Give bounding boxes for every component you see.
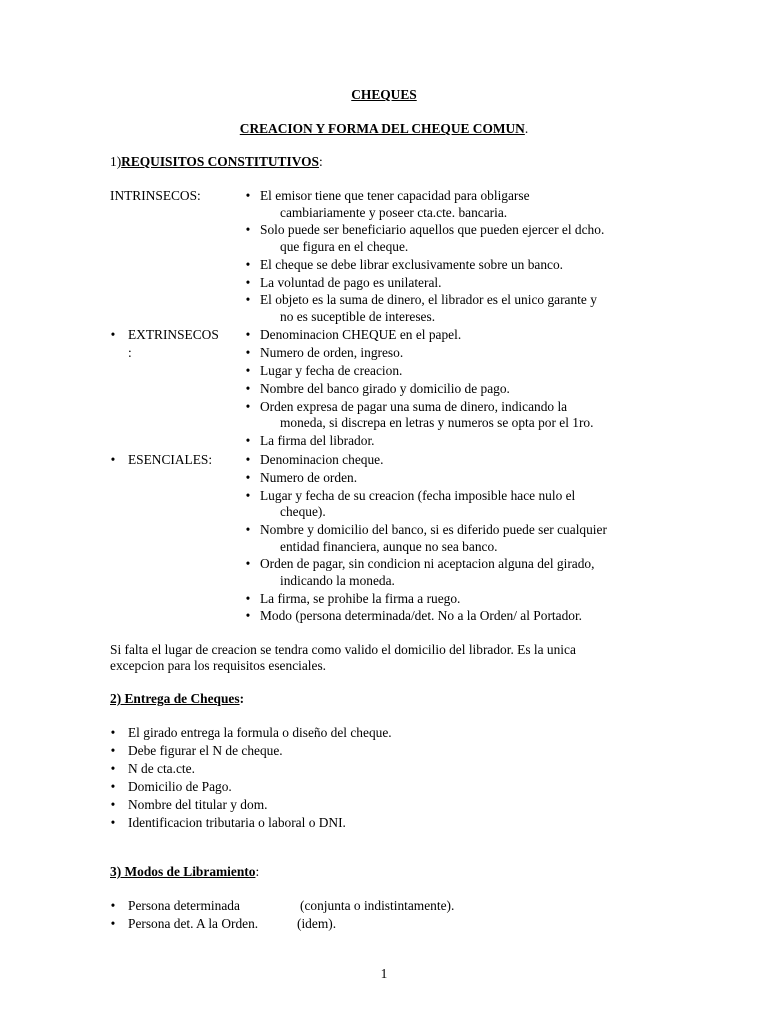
list-item-continuation: no es suceptible de intereses. bbox=[280, 309, 436, 324]
bullet-icon: • bbox=[245, 292, 251, 307]
bullet-icon: • bbox=[245, 275, 251, 290]
paragraph-line: excepcion para los requisitos esenciales. bbox=[110, 658, 327, 673]
list-item: Nombre del titular y dom. bbox=[128, 797, 268, 812]
bullet-icon: • bbox=[245, 470, 251, 485]
page-title: CHEQUES bbox=[351, 87, 417, 102]
list-item: El objeto es la suma de dinero, el librador es el unico garante y bbox=[260, 292, 597, 307]
bullet-icon: • bbox=[245, 591, 251, 606]
bullet-icon: • bbox=[110, 725, 116, 740]
list-item-continuation: entidad financiera, aunque no sea banco. bbox=[280, 539, 498, 554]
section2-suffix: : bbox=[239, 691, 245, 706]
list-item: Debe figurar el N de cheque. bbox=[128, 743, 283, 758]
bullet-icon: • bbox=[245, 257, 251, 272]
list-item: La firma del librador. bbox=[260, 433, 375, 448]
bullet-icon: • bbox=[110, 916, 116, 931]
bullet-icon: • bbox=[245, 188, 251, 203]
list-item-continuation: cheque). bbox=[280, 504, 326, 519]
page-subtitle bbox=[0, 120, 768, 138]
list-item: Domicilio de Pago. bbox=[128, 779, 232, 794]
list-item: Persona det. A la Orden. bbox=[128, 916, 259, 931]
bullet-icon: • bbox=[110, 761, 116, 776]
list-item-continuation: indicando la moneda. bbox=[280, 573, 395, 588]
list-item-continuation: cambiariamente y poseer cta.cte. bancaria. bbox=[280, 205, 508, 220]
list-item: Denominacion CHEQUE en el papel. bbox=[260, 327, 462, 342]
section3-title: 3) Modos de Libramiento bbox=[110, 864, 256, 879]
list-item: El cheque se debe librar exclusivamente sobre un banco. bbox=[260, 257, 564, 272]
bullet-icon: • bbox=[110, 452, 116, 467]
list-item-note: (conjunta o indistintamente). bbox=[300, 898, 455, 913]
section1-title: REQUISITOS CONSTITUTIVOS bbox=[121, 154, 319, 169]
subtitle-suffix: . bbox=[524, 121, 529, 136]
bullet-icon: • bbox=[110, 779, 116, 794]
list-item: Persona determinada bbox=[128, 898, 240, 913]
bullet-icon: • bbox=[245, 488, 251, 503]
section3-heading bbox=[110, 863, 259, 881]
paragraph-line: Si falta el lugar de creacion se tendra como valido el domicilio del librador. Es la unica bbox=[110, 642, 576, 657]
page-number: 1 bbox=[380, 966, 388, 981]
list-item: N de cta.cte. bbox=[128, 761, 195, 776]
list-item-continuation: que figura en el cheque. bbox=[280, 239, 409, 254]
list-item: Nombre del banco girado y domicilio de pago. bbox=[260, 381, 510, 396]
bullet-icon: • bbox=[245, 399, 251, 414]
bullet-icon: • bbox=[245, 381, 251, 396]
extrinsecos-label-colon: : bbox=[128, 345, 132, 360]
list-item: Lugar y fecha de creacion. bbox=[260, 363, 403, 378]
list-item: Nombre y domicilio del banco, si es diferido puede ser cualquier bbox=[260, 522, 607, 537]
bullet-icon: • bbox=[245, 522, 251, 537]
bullet-icon: • bbox=[245, 556, 251, 571]
bullet-icon: • bbox=[245, 327, 251, 342]
bullet-icon: • bbox=[110, 797, 116, 812]
section2-heading bbox=[110, 690, 244, 708]
section1-suffix: : bbox=[318, 154, 323, 169]
bullet-icon: • bbox=[245, 363, 251, 378]
extrinsecos-label: EXTRINSECOS bbox=[128, 327, 219, 342]
esenciales-label: ESENCIALES: bbox=[128, 452, 213, 467]
subtitle-text: CREACION Y FORMA DEL CHEQUE COMUN bbox=[239, 121, 525, 136]
list-item: Modo (persona determinada/det. No a la Orden/ al Portador. bbox=[260, 608, 583, 623]
bullet-icon: • bbox=[245, 345, 251, 360]
section1-number: 1) bbox=[110, 154, 122, 169]
bullet-icon: • bbox=[245, 433, 251, 448]
list-item: El emisor tiene que tener capacidad para obligarse bbox=[260, 188, 530, 203]
bullet-icon: • bbox=[110, 327, 116, 342]
list-item: Numero de orden. bbox=[260, 470, 358, 485]
intrinsecos-label: INTRINSECOS: bbox=[110, 188, 201, 203]
list-item: Numero de orden, ingreso. bbox=[260, 345, 404, 360]
section2-title: 2) Entrega de Cheques bbox=[110, 691, 240, 706]
bullet-icon: • bbox=[245, 452, 251, 467]
list-item: El girado entrega la formula o diseño del cheque. bbox=[128, 725, 392, 740]
list-item: Orden expresa de pagar una suma de dinero, indicando la bbox=[260, 399, 568, 414]
bullet-icon: • bbox=[245, 222, 251, 237]
list-item-continuation: moneda, si discrepa en letras y numeros se opta por el 1ro. bbox=[280, 415, 594, 430]
bullet-icon: • bbox=[110, 743, 116, 758]
list-item: La voluntad de pago es unilateral. bbox=[260, 275, 442, 290]
bullet-icon: • bbox=[110, 898, 116, 913]
list-item: Lugar y fecha de su creacion (fecha imposible hace nulo el bbox=[260, 488, 576, 503]
list-item: Solo puede ser beneficiario aquellos que pueden ejercer el dcho. bbox=[260, 222, 605, 237]
list-item: Orden de pagar, sin condicion ni aceptacion alguna del girado, bbox=[260, 556, 595, 571]
bullet-icon: • bbox=[245, 608, 251, 623]
list-item-note: (idem). bbox=[297, 916, 337, 931]
section3-suffix: : bbox=[255, 864, 260, 879]
list-item: La firma, se prohibe la firma a ruego. bbox=[260, 591, 461, 606]
section1-heading bbox=[110, 153, 323, 171]
list-item: Identificacion tributaria o laboral o DNI. bbox=[128, 815, 346, 830]
list-item: Denominacion cheque. bbox=[260, 452, 384, 467]
bullet-icon: • bbox=[110, 815, 116, 830]
